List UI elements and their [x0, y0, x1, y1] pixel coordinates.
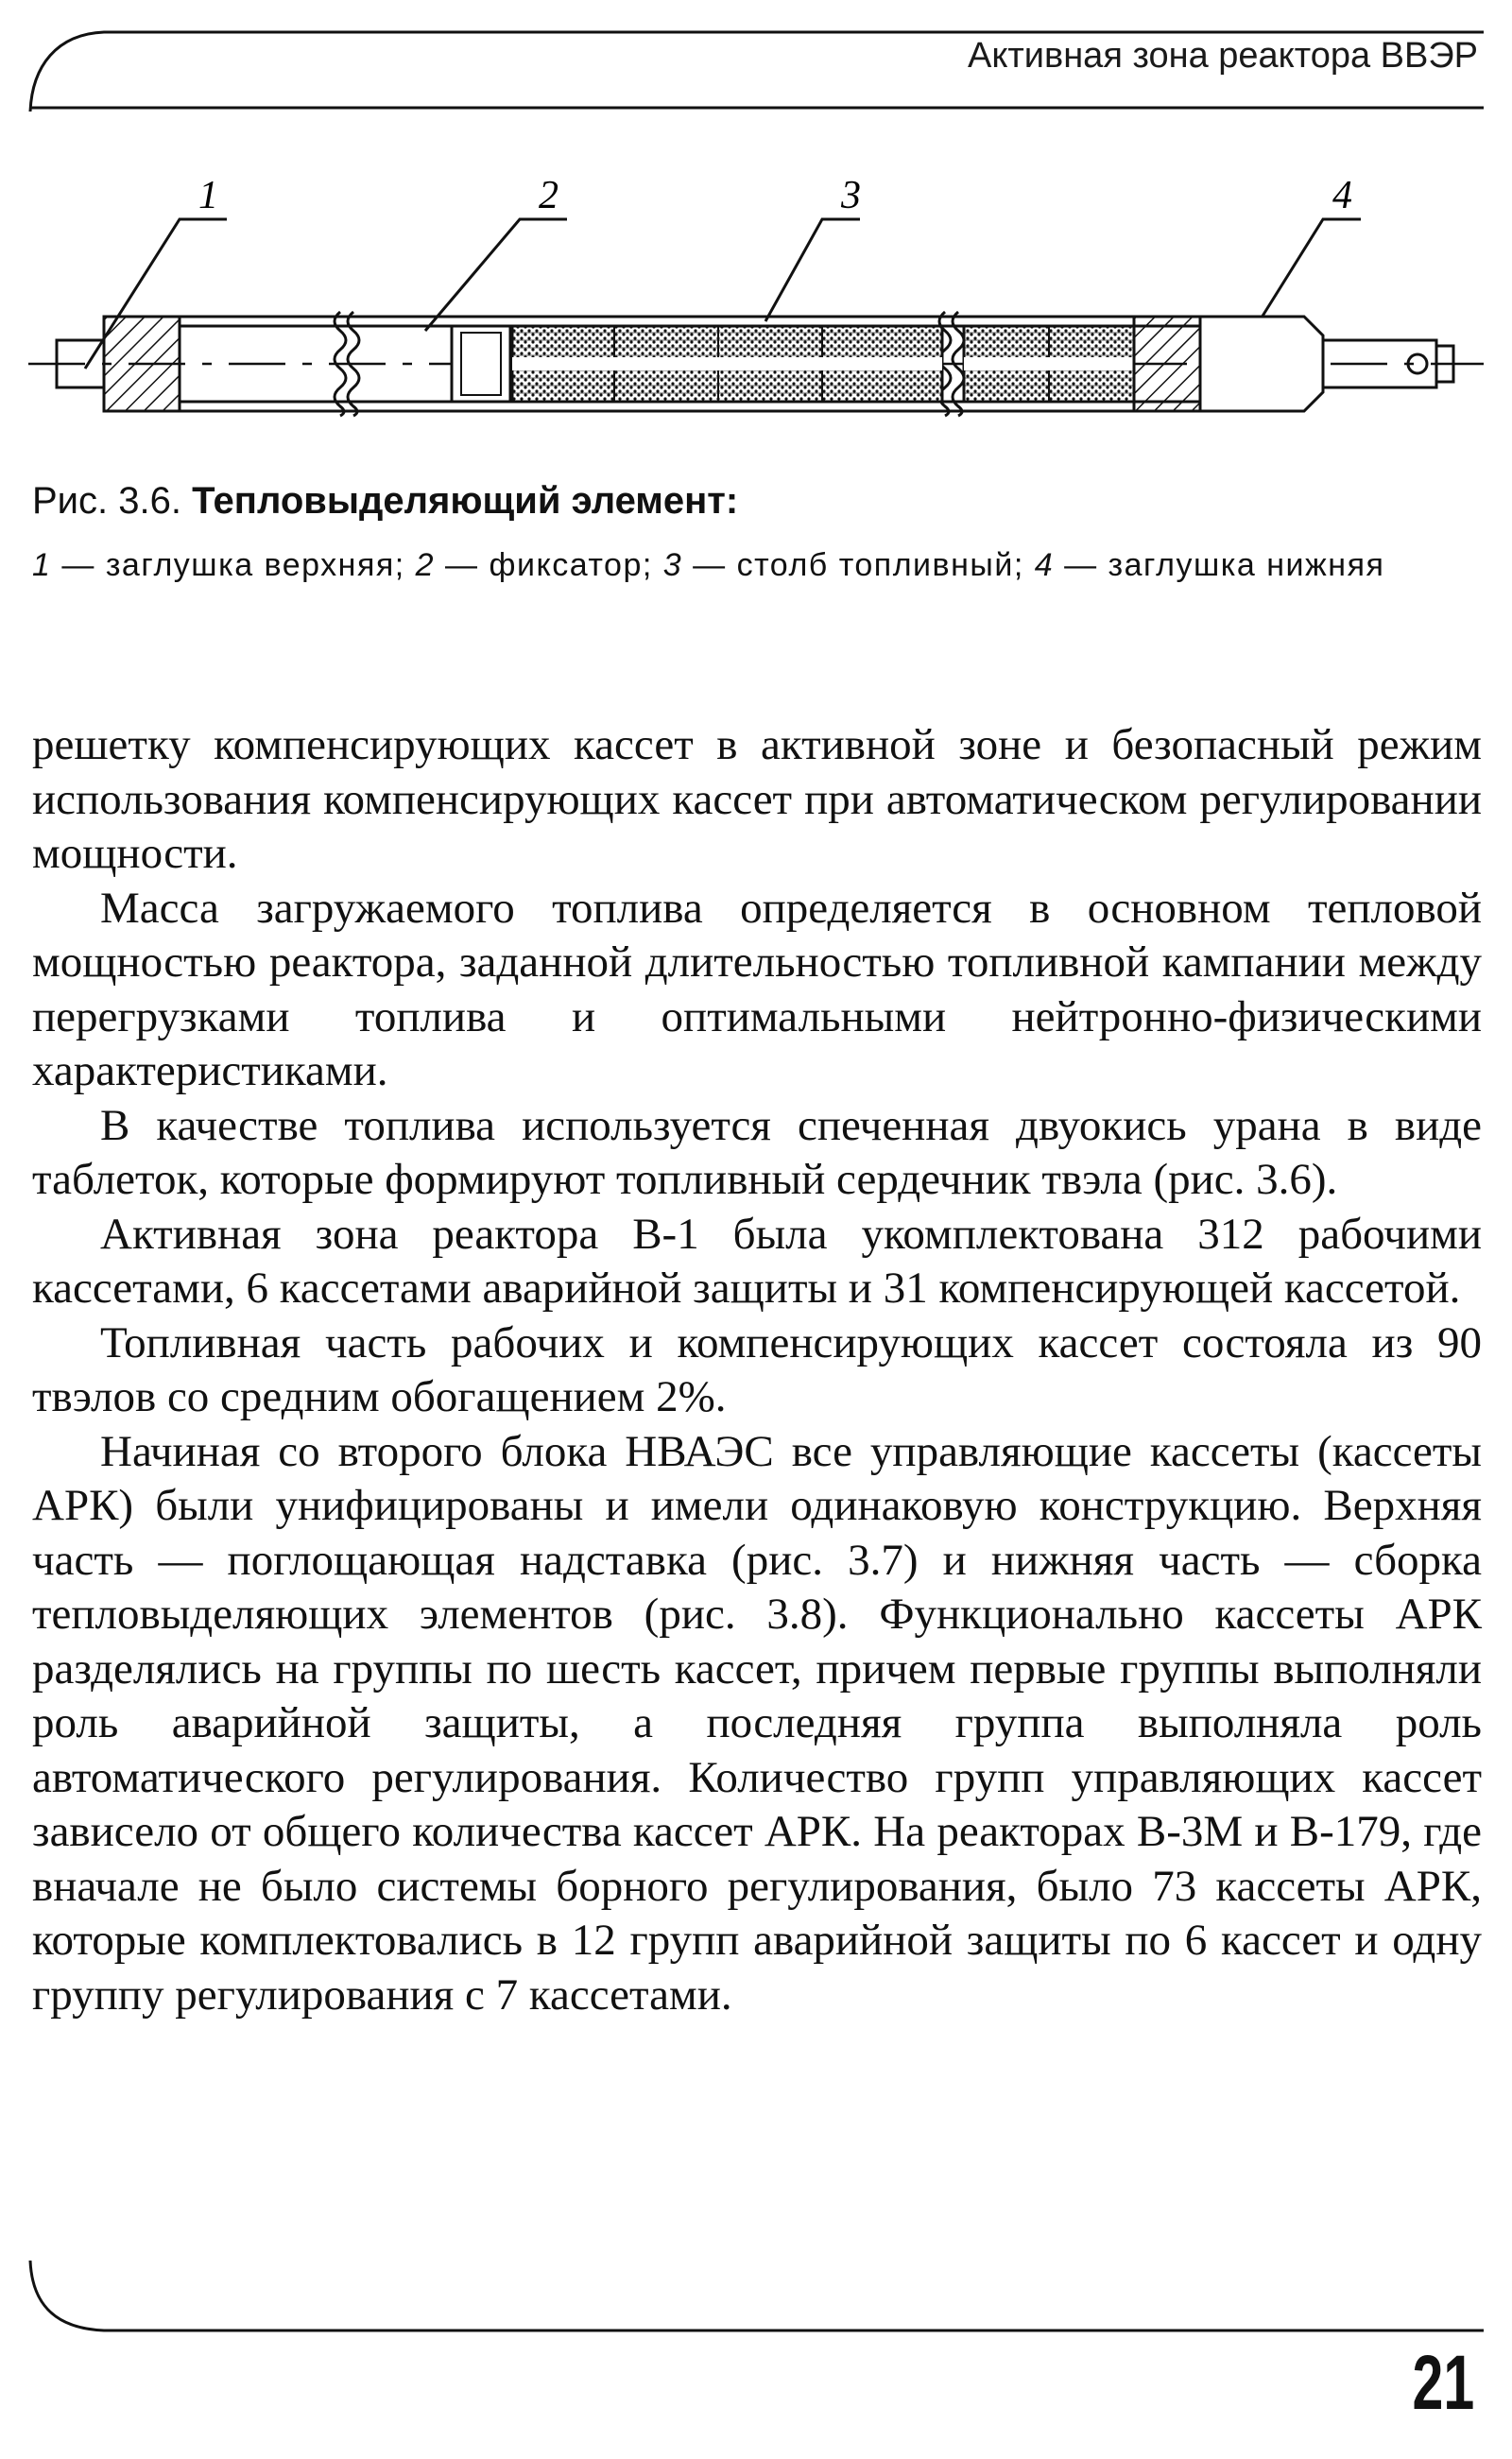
legend-num-4: 4: [1034, 547, 1055, 583]
body-text: [32, 718, 1482, 2022]
callout-2: 2: [539, 174, 558, 217]
paragraph: Топливная часть рабочих и компенсирующих кассет состояла из 90 твэлов со средним обогащением 2%.: [32, 1317, 1482, 1421]
figure-caption: [32, 480, 738, 523]
running-title: Активная зона реактора ВВЭР: [967, 36, 1478, 76]
legend-num-1: 1: [32, 547, 52, 583]
paragraph: Активная зона реактора В-1 была укомплектована 312 рабочими кассетами, 6 кассетами аварийной защиты и 31 компенсирующей кассетой.: [32, 1209, 1482, 1313]
paragraph: решетку компенсирующих кассет в активной зоне и безопасный режим использования компенсирующих кассет при автоматическом регулировании мощности.: [32, 720, 1482, 878]
legend-text-1: — заглушка верхняя;: [51, 547, 416, 583]
callout-3: 3: [841, 174, 861, 217]
legend-num-2: 2: [415, 547, 436, 583]
callout-4: 4: [1332, 174, 1352, 217]
callout-1: 1: [198, 174, 218, 217]
legend-text-3: — столб топливный;: [682, 547, 1035, 583]
caption-title: Тепловыделяющий элемент:: [192, 480, 739, 522]
figure-legend: [32, 539, 1480, 592]
legend-num-3: 3: [662, 547, 683, 583]
paragraph: Масса загружаемого топлива определяется в основном тепловой мощностью реактора, заданной длительностью топливной кампании между перегрузками топлива и оптимальными нейтронно-физическими характеристиками.: [32, 883, 1482, 1095]
legend-text-4: — заглушка нижняя: [1054, 547, 1385, 583]
page-number: 21: [1412, 2340, 1474, 2426]
caption-label: Рис. 3.6.: [32, 480, 193, 522]
legend-text-2: — фиксатор;: [435, 547, 663, 583]
footer-rule: [28, 2259, 1484, 2334]
paragraph: В качестве топлива используется спеченная двуокись урана в виде таблеток, которые формируют топливный сердечник твэла (рис. 3.6).: [32, 1100, 1482, 1204]
paragraph: Начиная со второго блока НВАЭС все управляющие кассеты (кассеты АРК) были унифицированы и имели одинаковую конструкцию. Верхняя часть — поглощающая надставка (рис. 3.7) и нижняя часть — сборка тепловыделяющих элементов (рис. 3.8). Функционально кассеты АРК разделялись на группы по шесть кассет, причем первые группы выполняли роль аварийной защиты, а последняя группа выполняла роль автоматического регулирования. Количество групп управляющих кассет зависело от общего количества кассет АРК. На реакторах В-3М и В-179, где вначале не было системы борного регулирования, было 73 кассеты АРК, которые комплектовались в 12 групп аварийной защиты по 6 кассет и одну группу регулирования с 7 кассетами.: [32, 1426, 1482, 2020]
fuel-element-drawing: [28, 170, 1484, 435]
